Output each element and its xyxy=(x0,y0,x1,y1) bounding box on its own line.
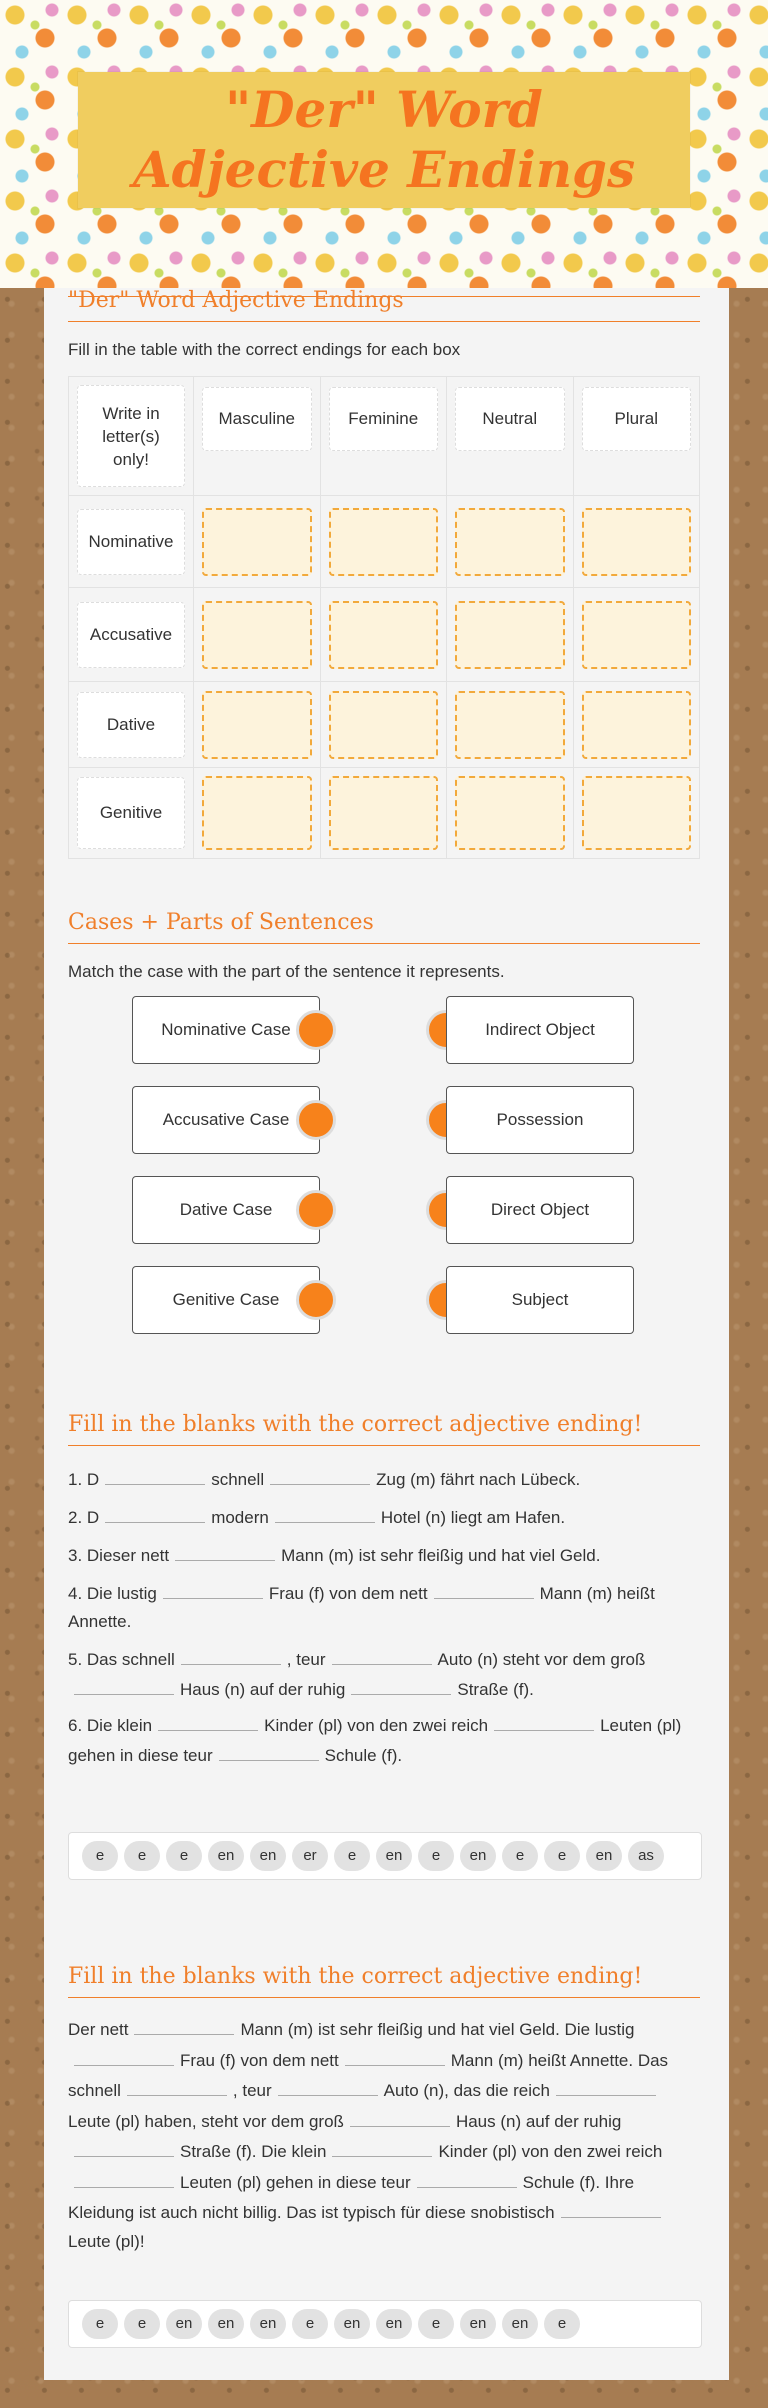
answer-box[interactable] xyxy=(202,508,312,576)
blank-field[interactable] xyxy=(74,2136,174,2157)
match-left-genitive[interactable]: Genitive Case xyxy=(132,1266,320,1334)
word-chip[interactable]: en xyxy=(376,2309,412,2339)
word-chip[interactable]: e xyxy=(292,2309,328,2339)
word-chip[interactable]: e xyxy=(418,1841,454,1871)
blank-field[interactable] xyxy=(74,2167,174,2188)
sentence-2: 2. D modern Hotel (n) liegt am Hafen. xyxy=(68,1502,700,1532)
header-feminine: Feminine xyxy=(329,387,439,451)
answer-box[interactable] xyxy=(329,776,439,850)
blank-field[interactable] xyxy=(434,1578,534,1599)
blank-field[interactable] xyxy=(332,1644,432,1665)
answer-box[interactable] xyxy=(202,776,312,850)
worksheet xyxy=(44,288,729,2380)
match-left-dative[interactable]: Dative Case xyxy=(132,1176,320,1244)
word-chip[interactable]: e xyxy=(124,2309,160,2339)
sentence-6: 6. Die klein Kinder (pl) von den zwei reich Leuten (pl) gehen in diese teur Schule (f). xyxy=(68,1710,700,1770)
match-right-direct-object[interactable]: Direct Object xyxy=(446,1176,634,1244)
blank-field[interactable] xyxy=(270,1464,370,1485)
section-title-der-words: "Der" Word Adjective Endings xyxy=(68,288,700,322)
word-chip[interactable]: en xyxy=(460,1841,496,1871)
word-chip[interactable]: e xyxy=(418,2309,454,2339)
section-title-paragraph: Fill in the blanks with the correct adjective ending! xyxy=(68,1964,700,1998)
header-plural: Plural xyxy=(582,387,692,451)
table-instruction: Fill in the table with the correct endings for each box xyxy=(68,340,461,359)
row-label-dative: Dative xyxy=(77,692,185,758)
answer-box[interactable] xyxy=(455,508,565,576)
blank-field[interactable] xyxy=(351,1674,451,1695)
word-chip[interactable]: en xyxy=(208,2309,244,2339)
answer-box[interactable] xyxy=(582,601,692,669)
blank-field[interactable] xyxy=(278,2075,378,2096)
blank-field[interactable] xyxy=(494,1710,594,1731)
word-chip[interactable]: e xyxy=(166,1841,202,1871)
answer-box[interactable] xyxy=(329,691,439,759)
answer-box[interactable] xyxy=(455,601,565,669)
word-chip[interactable]: e xyxy=(334,1841,370,1871)
word-chip[interactable]: e xyxy=(544,2309,580,2339)
section-title-cases: Cases + Parts of Sentences xyxy=(68,910,700,944)
word-chip[interactable]: en xyxy=(250,2309,286,2339)
blank-field[interactable] xyxy=(74,2045,174,2066)
match-connector-dot[interactable] xyxy=(296,1010,336,1050)
blank-field[interactable] xyxy=(275,1502,375,1523)
answer-box[interactable] xyxy=(202,601,312,669)
blank-field[interactable] xyxy=(74,1674,174,1695)
word-chip[interactable]: e xyxy=(124,1841,160,1871)
word-chip[interactable]: e xyxy=(502,1841,538,1871)
sentence-3: 3. Dieser nett Mann (m) ist sehr fleißig und hat viel Geld. xyxy=(68,1540,700,1570)
table-header-note: Write in letter(s) only! xyxy=(77,385,185,487)
row-label-nominative: Nominative xyxy=(77,509,185,575)
blank-field[interactable] xyxy=(163,1578,263,1599)
answer-box[interactable] xyxy=(582,691,692,759)
sentence-4: 4. Die lustig Frau (f) von dem nett Mann (m) heißt Annette. xyxy=(68,1578,700,1636)
banner-pattern xyxy=(0,0,768,288)
word-bank-2 xyxy=(68,2300,702,2348)
blank-field[interactable] xyxy=(158,1710,258,1731)
word-chip[interactable]: en xyxy=(586,1841,622,1871)
blank-field[interactable] xyxy=(332,2136,432,2157)
banner-title: "Der" Word Adjective Endings xyxy=(132,80,636,199)
blank-field[interactable] xyxy=(417,2167,517,2188)
match-connector-dot[interactable] xyxy=(296,1190,336,1230)
section-title-sentences: Fill in the blanks with the correct adjective ending! xyxy=(68,1412,700,1446)
word-chip[interactable]: e xyxy=(82,2309,118,2339)
sentence-1: 1. D schnell Zug (m) fährt nach Lübeck. xyxy=(68,1464,700,1494)
match-instruction: Match the case with the part of the sentence it represents. xyxy=(68,962,505,981)
word-chip[interactable]: en xyxy=(250,1841,286,1871)
header-neutral: Neutral xyxy=(455,387,565,451)
word-chip[interactable]: en xyxy=(334,2309,370,2339)
blank-field[interactable] xyxy=(175,1540,275,1561)
banner xyxy=(78,72,690,208)
word-chip[interactable]: en xyxy=(376,1841,412,1871)
word-chip[interactable]: e xyxy=(544,1841,580,1871)
endings-table xyxy=(68,376,700,859)
word-chip[interactable]: en xyxy=(460,2309,496,2339)
word-chip[interactable]: e xyxy=(82,1841,118,1871)
header-masculine: Masculine xyxy=(202,387,312,451)
answer-box[interactable] xyxy=(329,601,439,669)
word-chip[interactable]: en xyxy=(502,2309,538,2339)
word-chip[interactable]: er xyxy=(292,1841,328,1871)
answer-box[interactable] xyxy=(582,508,692,576)
blank-field[interactable] xyxy=(556,2075,656,2096)
answer-box[interactable] xyxy=(455,691,565,759)
row-label-accusative: Accusative xyxy=(77,602,185,668)
blank-field[interactable] xyxy=(105,1502,205,1523)
match-right-possession[interactable]: Possession xyxy=(446,1086,634,1154)
blank-field[interactable] xyxy=(350,2106,450,2127)
word-chip[interactable]: as xyxy=(628,1841,664,1871)
answer-box[interactable] xyxy=(455,776,565,850)
match-right-subject[interactable]: Subject xyxy=(446,1266,634,1334)
match-left-accusative[interactable]: Accusative Case xyxy=(132,1086,320,1154)
blank-field[interactable] xyxy=(134,2014,234,2035)
blank-field[interactable] xyxy=(345,2045,445,2066)
sentence-5: 5. Das schnell , teur Auto (n) steht vor dem großHaus (n) auf der ruhig Straße (f). xyxy=(68,1644,700,1704)
row-label-genitive: Genitive xyxy=(77,777,185,849)
blank-field[interactable] xyxy=(181,1644,281,1665)
word-chip[interactable]: en xyxy=(208,1841,244,1871)
blank-field[interactable] xyxy=(105,1464,205,1485)
match-right-indirect-object[interactable]: Indirect Object xyxy=(446,996,634,1064)
blank-field[interactable] xyxy=(219,1740,319,1761)
word-bank-1 xyxy=(68,1832,702,1880)
answer-box[interactable] xyxy=(329,508,439,576)
answer-box[interactable] xyxy=(582,776,692,850)
match-left-nominative[interactable]: Nominative Case xyxy=(132,996,320,1064)
match-connector-dot[interactable] xyxy=(296,1280,336,1320)
blank-field[interactable] xyxy=(127,2075,227,2096)
match-connector-dot[interactable] xyxy=(296,1100,336,1140)
word-chip[interactable]: en xyxy=(166,2309,202,2339)
paragraph-exercise: Der nett Mann (m) ist sehr fleißig und hat viel Geld. Die lustigFrau (f) von dem nett Mann (m) heißt Annette. Das schnell , teur Auto (n), das die reichLeute (pl) haben, steht vor dem groß Haus (n) auf der ruhigStraße (f). Die klein Kinder (pl) von den zwei reichLeuten (pl) gehen in diese teur Schule (f). Ihre Kleidung ist auch nicht billig. Das ist typisch für diese snobistischLeute (pl)! xyxy=(68,2014,700,2256)
blank-field[interactable] xyxy=(561,2197,661,2218)
answer-box[interactable] xyxy=(202,691,312,759)
